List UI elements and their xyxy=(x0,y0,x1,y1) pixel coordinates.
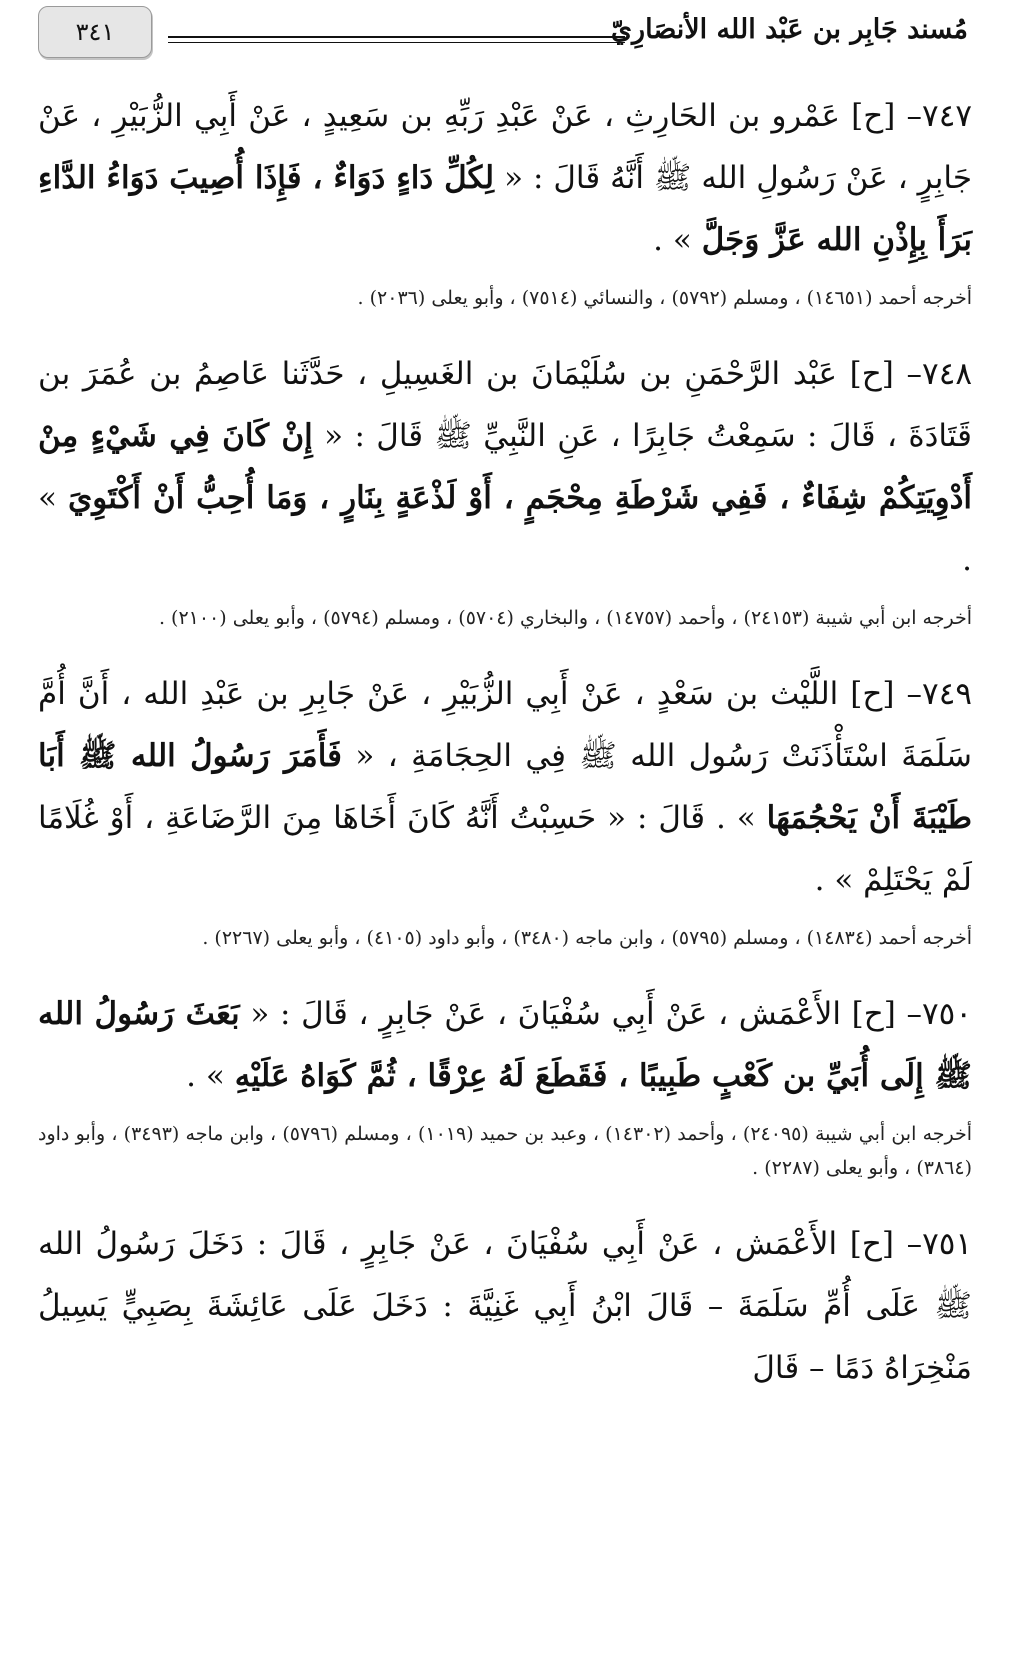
hadith-matn: بَعَثَ رَسُولُ الله ﷺ إِلَى أُبَيِّ بن كَعْبٍ طَبِيبًا ، فَقَطَعَ لَهُ عِرْقًا ، ثُمَّ كَوَاهُ عَلَيْهِ xyxy=(38,996,972,1094)
hadith-750 xyxy=(38,983,972,1107)
hadith-751 xyxy=(38,1213,972,1399)
hadith-chain: [ح] عَبْد الرَّحْمَنِ بن سُلَيْمَانَ بن الغَسِيلِ ، حَدَّثَنا عَاصِمُ بن عُمَرَ بن قَتَادَةَ ، قَالَ : سَمِعْتُ جَابِرًا ، عَنِ النَّبِيِّ ﷺ قَالَ : « xyxy=(38,356,972,454)
hadith-matn: لِكُلِّ دَاءٍ دَوَاءٌ ، فَإِذَا أُصِيبَ دَوَاءُ الدَّاءِ بَرَأَ بِإِذْنِ الله عَزَّ وَجَلَّ xyxy=(38,160,972,258)
hadith-end: » . xyxy=(186,1058,225,1094)
hadith-chain: [ح] الأَعْمَش ، عَنْ أَبِي سُفْيَانَ ، عَنْ جَابِرٍ ، قَالَ : « xyxy=(250,996,896,1032)
hadith-number: ٧٤٧– xyxy=(906,98,972,134)
hadith-chain: [ح] الأَعْمَش ، عَنْ أَبِي سُفْيَانَ ، عَنْ جَابِرٍ ، قَالَ : دَخَلَ رَسُولُ الله ﷺ عَلَى أُمِّ سَلَمَةَ – قَالَ ابْنُ أَبِي غَنِيَّةَ : دَخَلَ عَلَى عَائِشَةَ بِصَبِيٍّ يَسِيلُ مَنْخِرَاهُ دَمًا – قَالَ xyxy=(38,1226,972,1386)
hadith-number: ٧٤٨– xyxy=(906,356,972,392)
takhrij-747: أخرجه أحمد (١٤٦٥١) ، ومسلم (٥٧٩٢) ، والنسائي (٧٥١٤) ، وأبو يعلى (٢٠٣٦) . xyxy=(357,287,972,309)
hadith-end: » . xyxy=(38,480,972,578)
hadith-number: ٧٥١– xyxy=(906,1226,973,1262)
hadith-end: » . xyxy=(653,222,692,258)
hadith-chain: [ح] اللَّيْث بن سَعْدٍ ، عَنْ أَبِي الزُّبَيْرِ ، عَنْ جَابِرِ بن عَبْدِ الله ، أَنَّ أُمَّ سَلَمَةَ اسْتَأْذَنَتْ رَسُول الله ﷺ فِي الحِجَامَةِ ، « xyxy=(38,676,972,774)
running-title: مُسند جَابِر بن عَبْد الله الأنصَارِيّ xyxy=(610,14,968,45)
hadith-end: » . قَالَ : « حَسِبْتُ أَنَّهُ كَانَ أَخَاهَا مِنَ الرَّضَاعَةِ ، أَوْ غُلَامًا لَمْ يَحْتَلِمْ » . xyxy=(38,800,972,898)
hadith-chain: [ح] عَمْرو بن الحَارِثِ ، عَنْ عَبْدِ رَبِّهِ بن سَعِيدٍ ، عَنْ أَبِي الزُّبَيْرِ ، عَنْ جَابِرٍ ، عَنْ رَسُولِ الله ﷺ أَنَّهُ قَالَ : « xyxy=(38,98,972,196)
hadith-749 xyxy=(38,663,972,911)
takhrij-748: أخرجه ابن أبي شيبة (٢٤١٥٣) ، وأحمد (١٤٧٥٧) ، والبخاري (٥٧٠٤) ، ومسلم (٥٧٩٤) ، وأبو يعلى (٢١٠٠) . xyxy=(158,607,972,629)
takhrij-750: أخرجه ابن أبي شيبة (٢٤٠٩٥) ، وأحمد (١٤٣٠٢) ، وعبد بن حميد (١٠١٩) ، ومسلم (٥٧٩٦) ، وابن ماجه (٣٤٩٣) ، وأبو داود (٣٨٦٤) ، وأبو يعلى (٢٢٨٧) . xyxy=(38,1123,973,1179)
page-number: ٣٤١ xyxy=(38,6,152,58)
takhrij-749: أخرجه أحمد (١٤٨٣٤) ، ومسلم (٥٧٩٥) ، وابن ماجه (٣٤٨٠) ، وأبو داود (٤١٠٥) ، وأبو يعلى (٢٢٦٧) . xyxy=(202,927,972,949)
header-rule xyxy=(168,36,625,38)
hadith-747 xyxy=(38,85,972,271)
header-rule-thin xyxy=(168,42,625,43)
hadith-number: ٧٤٩– xyxy=(906,676,972,712)
hadith-number: ٧٥٠– xyxy=(906,996,972,1032)
page-body xyxy=(38,85,972,1399)
hadith-matn: إِنْ كَانَ فِي شَيْءٍ مِنْ أَدْوِيَتِكُمْ شِفَاءٌ ، فَفِي شَرْطَةِ مِحْجَمٍ ، أَوْ لَذْعَةٍ بِنَارٍ ، وَمَا أُحِبُّ أَنْ أَكْتَوِيَ xyxy=(38,418,972,516)
hadith-748 xyxy=(38,343,972,591)
hadith-matn: فَأَمَرَ رَسُولُ الله ﷺ أَبَا طَيْبَةَ أَنْ يَحْجُمَهَا xyxy=(38,738,972,836)
